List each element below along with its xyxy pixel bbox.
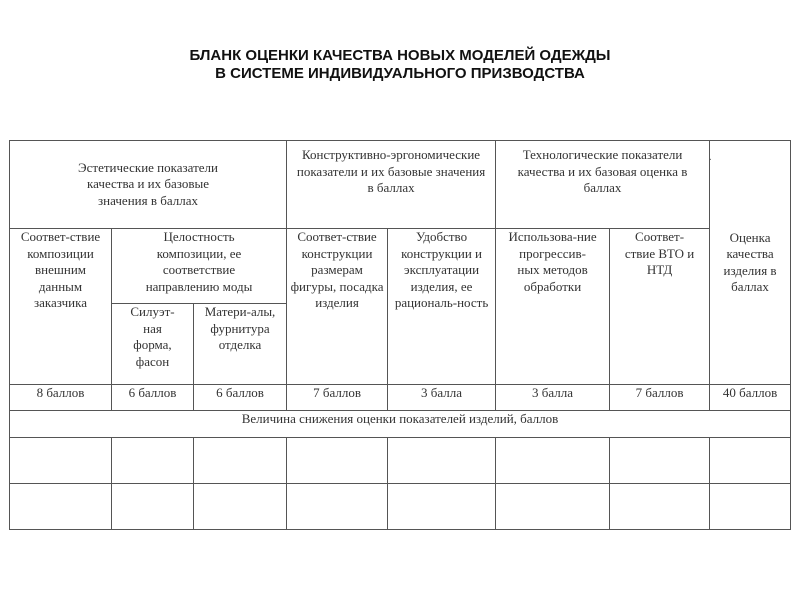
blank-cell[interactable] [112,438,194,484]
quality-evaluation-table [9,140,791,530]
score-cell: 7 баллов [287,385,388,411]
score-cell-total: 40 баллов [710,385,791,411]
total-score-header: Оценка качества изделия в баллах [710,141,791,385]
base-scores-row [10,385,791,411]
col-progressive-methods-header: Использова-ние прогрессив-ных методов обработки [496,229,610,385]
blank-cell[interactable] [10,484,112,530]
score-cell: 3 балла [496,385,610,411]
group-technological-header: Технологические показатели качества и их базовая оценка в баллах [496,141,710,229]
blank-cell[interactable] [388,484,496,530]
blank-cell[interactable] [610,438,710,484]
score-cell: 6 баллов [194,385,287,411]
blank-cell[interactable] [710,484,791,530]
score-cell: 8 баллов [10,385,112,411]
col-silhouette-header: Силуэт-ная форма, фасон [112,304,194,385]
form-title-line-1: БЛАНК ОЦЕНКИ КАЧЕСТВА НОВЫХ МОДЕЛЕЙ ОДЕЖДЫ [189,47,611,64]
blank-cell[interactable] [194,484,287,530]
blank-cell[interactable] [610,484,710,530]
blank-cell[interactable] [496,438,610,484]
score-cell: 6 баллов [112,385,194,411]
blank-row [10,484,791,530]
score-cell: 7 баллов [610,385,710,411]
group-constructive-header: Конструктивно-эргономические показатели и их базовые значения в баллах [287,141,496,229]
col-composition-integrity-header: Целостность композиции, ее соответствие направлению моды [112,229,287,304]
reduction-label-row [10,411,791,438]
col-materials-header: Матери-алы, фурнитура отделка [194,304,287,385]
blank-cell[interactable] [287,484,388,530]
blank-cell[interactable] [112,484,194,530]
blank-cell[interactable] [287,438,388,484]
col-vto-ntd-header: Соответ-ствие ВТО и НТД [610,229,710,385]
col-composition-customer-header: Соответ-ствие композиции внешним данным заказчика [10,229,112,385]
blank-cell[interactable] [194,438,287,484]
col-construction-fit-header: Соответ-ствие конструкции размерам фигуры, посадка изделия [287,229,388,385]
group-aesthetic-header: Эстетические показатели качества и их базовые значения в баллах [10,141,287,229]
col-convenience-header: Удобство конструкции и эксплуатации изделия, ее рациональ-ность [388,229,496,385]
blank-cell[interactable] [496,484,610,530]
header-row-groups [10,141,791,229]
reduction-label: Величина снижения оценки показателей изделий, баллов [10,411,791,438]
form-title-line-2: В СИСТЕМЕ ИНДИВИДУАЛЬНОГО ПРИЗВОДСТВА [215,65,585,82]
blank-cell[interactable] [388,438,496,484]
header-row-criteria [10,229,791,304]
blank-row [10,438,791,484]
score-cell: 3 балла [388,385,496,411]
blank-cell[interactable] [710,438,791,484]
form-title [0,47,800,83]
stray-mark: . [709,152,712,163]
blank-cell[interactable] [10,438,112,484]
